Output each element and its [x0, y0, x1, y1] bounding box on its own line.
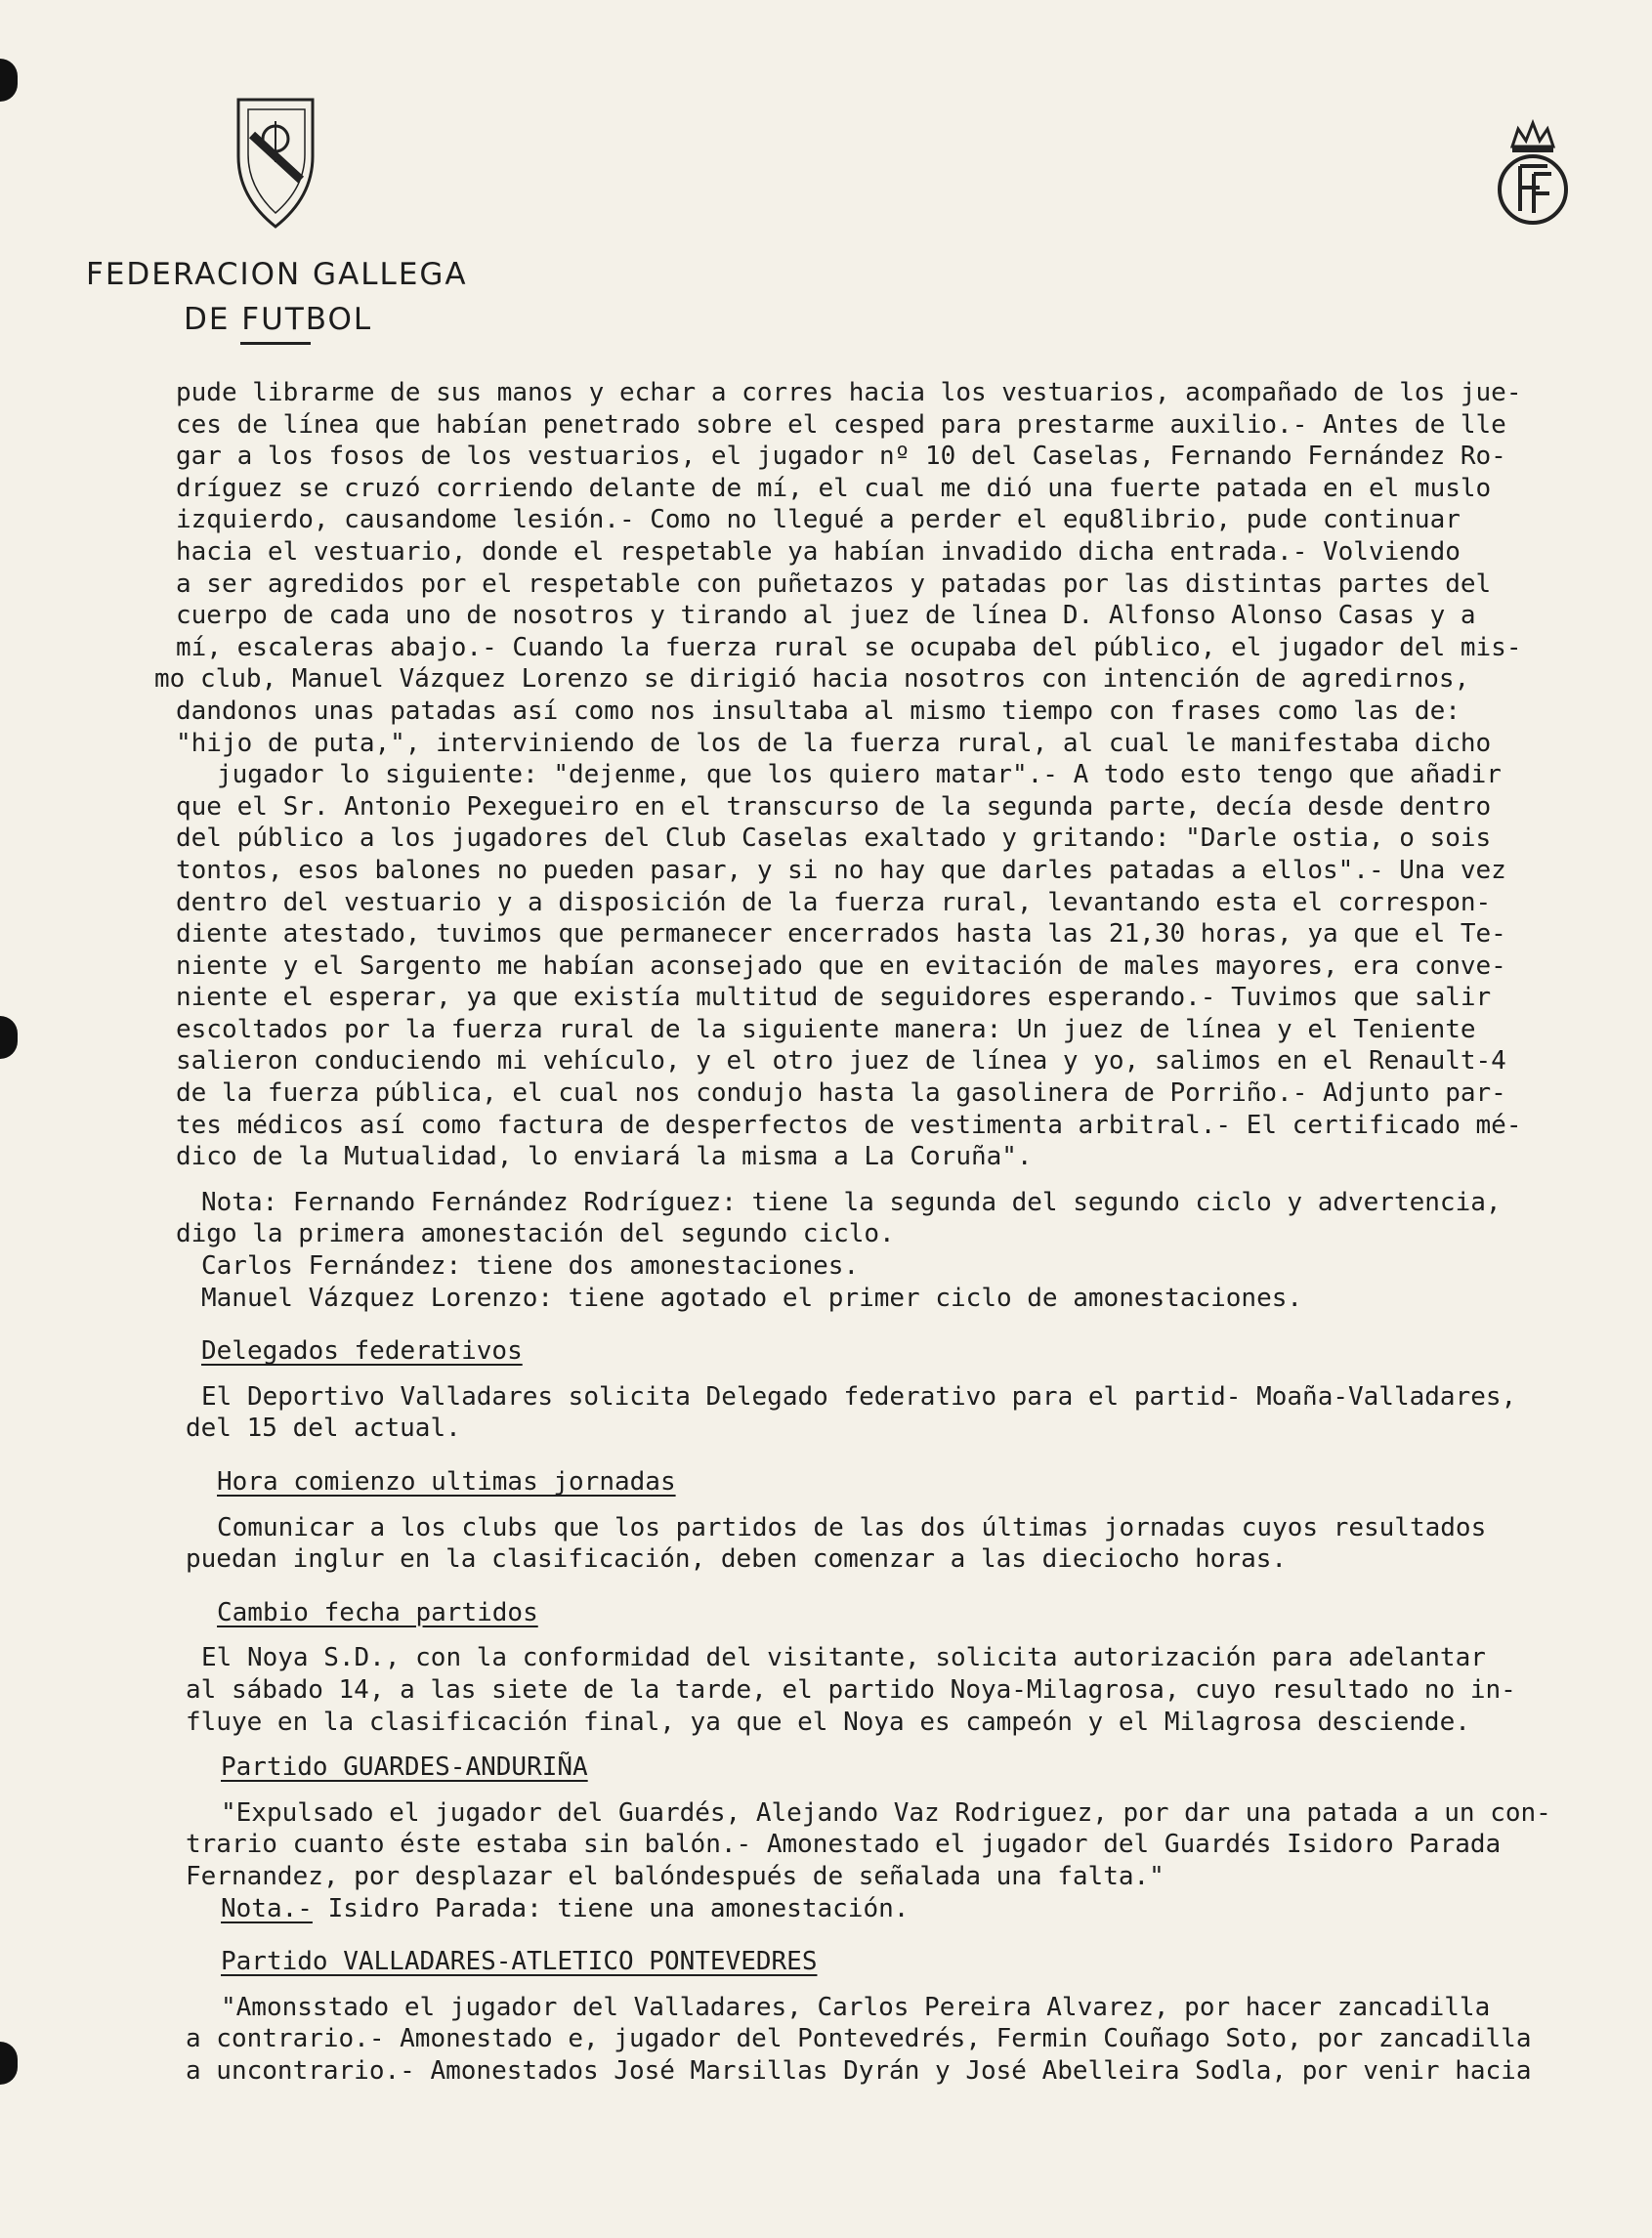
text-line: pude librarme de sus manos y echar a corres hacia los vestuarios, acompañado de los jue- [176, 378, 1522, 407]
national-federation-crown-icon [1493, 117, 1573, 227]
binder-hole [0, 59, 18, 102]
text-line: que el Sr. Antonio Pexegueiro en el transcurso de la segunda parte, decía desde dentro [176, 791, 1492, 822]
section-heading: Delegados federativos [201, 1336, 523, 1367]
section-guardes [176, 1752, 1622, 1924]
text-line: Comunicar a los clubs que los partidos de las dos últimas jornadas cuyos resultados [217, 1512, 1487, 1542]
text-line: El Noya S.D., con la conformidad del visitante, solicita autorización para adelantar [201, 1643, 1486, 1673]
text-line: al sábado 14, a las siete de la tarde, el partido Noya-Milagrosa, cuyo resultado no in- [186, 1674, 1516, 1705]
section-heading: Partido GUARDES-ANDURIÑA [221, 1752, 588, 1783]
text-line: diente atestado, tuvimos que permanecer encerrados hasta las 21,30 horas, ya que el Te- [176, 919, 1506, 950]
text-line: tontos, esos balones no pueden pasar, y si no hay que darles patadas a ellos".- Una vez [176, 855, 1506, 885]
text-line: del 15 del actual. [186, 1414, 461, 1444]
text-line: ces de línea que habían penetrado sobre el cesped para prestarme auxilio.- Antes de lle [176, 409, 1506, 440]
nota-label: Nota.- [221, 1893, 313, 1923]
text-line: escoltados por la fuerza rural de la siguiente manera: Un juez de línea y el Teniente [176, 1014, 1476, 1044]
text-line: cuerpo de cada uno de nosotros y tirando al juez de línea D. Alfonso Alonso Casas y a [176, 601, 1476, 631]
text-line: hacia el vestuario, donde el respetable ya habían invadido dicha entrada.- Volviendo [176, 536, 1461, 567]
text-line: Carlos Fernández: tiene dos amonestaciones. [201, 1251, 860, 1282]
header-rule [240, 342, 311, 345]
nota-text: Isidro Parada: tiene una amonestación. [312, 1893, 910, 1923]
text-line: del público a los jugadores del Club Caselas exaltado y gritando: "Darle ostia, o sois [176, 823, 1492, 854]
text-line: de la fuerza pública, el cual nos condujo hasta la gasolinera de Porriño.- Adjunto par- [176, 1078, 1506, 1109]
org-name-line-1: FEDERACION GALLEGA [86, 257, 468, 292]
text-line: a uncontrario.- Amonestados José Marsillas Dyrán y José Abelleira Sodla, por venir hacia [186, 2055, 1532, 2086]
text-line: tes médicos así como factura de desperfectos de vestimenta arbitral.- El certificado mé- [176, 1110, 1522, 1140]
text-line: gar a los fosos de los vestuarios, el jugador nº 10 del Caselas, Fernando Fernández Ro- [176, 442, 1506, 472]
text-line: salieron conduciendo mi vehículo, y el otro juez de línea y yo, salimos en el Renault-4 [176, 1046, 1506, 1077]
section-delegados [176, 1335, 1622, 1445]
text-line: Fernandez, por desplazar el balóndespués de señalada una falta." [186, 1861, 1165, 1891]
document-body [154, 377, 1622, 2088]
report-paragraph [154, 377, 1622, 1173]
text-line: mo club, Manuel Vázquez Lorenzo se dirigió hacia nosotros con intención de agredirnos, [154, 664, 1470, 695]
text-line: El Deportivo Valladares solicita Delegado federativo para el partid- Moaña-Valladares, [201, 1381, 1517, 1412]
text-line: mí, escaleras abajo.- Cuando la fuerza rural se ocupaba del público, el jugador del mis- [176, 632, 1522, 662]
org-name-line-2: DE FUTBOL [184, 302, 373, 337]
text-line: "Expulsado el jugador del Guardés, Alejando Vaz Rodriguez, por dar una patada a un con- [221, 1797, 1551, 1828]
organization-name [78, 252, 469, 342]
text-line: fluye en la clasificación final, ya que el Noya es campeón y el Milagrosa desciende. [186, 1707, 1470, 1737]
text-line: dandonos unas patadas así como nos insultaba al mismo tiempo con frases como las de: [176, 696, 1461, 726]
text-line: "hijo de puta,", interviniendo de los de la fuerza rural, al cual le manifestaba dicho [176, 728, 1492, 758]
text-line: a contrario.- Amonestado e, jugador del Pontevedrés, Fermin Couñago Soto, por zancadilla [186, 2024, 1532, 2054]
text-line: puedan inglur en la clasificación, deben comenzar a las dieciocho horas. [186, 1544, 1288, 1575]
regional-federation-shield-icon [233, 96, 318, 231]
nota-line [176, 1893, 1622, 1925]
text-line: izquierdo, causandome lesión.- Como no llegué a perder el equ8librio, pude continuar [176, 505, 1461, 535]
section-heading: Cambio fecha partidos [217, 1597, 538, 1627]
text-line: Nota: Fernando Fernández Rodríguez: tiene la segunda del segundo ciclo y advertencia, [201, 1187, 1502, 1217]
text-line: drígue​z se cruzó corriendo delante de mí, el cual me dió una fuerte patada en el muslo [176, 473, 1492, 503]
nota-block [176, 1187, 1622, 1314]
section-valladares [176, 1946, 1622, 2087]
section-heading: Hora comienzo ultimas jornadas [217, 1467, 676, 1497]
text-line: jugador lo siguiente: "dejenme, que los quiero matar".- A todo esto tengo que añadir [217, 760, 1502, 790]
text-line: dentro del vestuario y a disposición de la fuerza rural, levantando esta el correspon- [176, 887, 1492, 917]
section-heading: Partido VALLADARES-ATLETICO PONTEVEDRES [221, 1947, 818, 1977]
text-line: a ser agredidos por el respetable con puñetazos y patadas por las distintas partes del [176, 569, 1492, 599]
binder-hole [0, 1016, 18, 1059]
text-line: "Amonsstado el jugador del Valladares, Carlos Pereira Alvarez, por hacer zancadilla [221, 1992, 1491, 2022]
section-hora-comienzo [176, 1466, 1622, 1576]
text-line: trario cuanto éste estaba sin balón.- Amonestado el jugador del Guardés Isidoro Parada [186, 1830, 1502, 1860]
text-line: dico de la Mutualidad, lo enviará la misma a La Coruña". [176, 1142, 1033, 1172]
text-line: niente y el Sargento me habían aconsejado que en evitación de males mayores, era conve- [176, 950, 1506, 981]
text-line: Manuel Vázquez Lorenzo: tiene agotado el primer ciclo de amonestaciones. [201, 1283, 1303, 1313]
binder-hole [0, 2042, 18, 2085]
section-cambio-fecha [176, 1597, 1622, 1738]
text-line: digo la primera amonestación del segundo ciclo. [176, 1219, 895, 1249]
text-line: niente el esperar, ya que existía multitud de seguidores esperando.- Tuvimos que salir [176, 983, 1492, 1013]
